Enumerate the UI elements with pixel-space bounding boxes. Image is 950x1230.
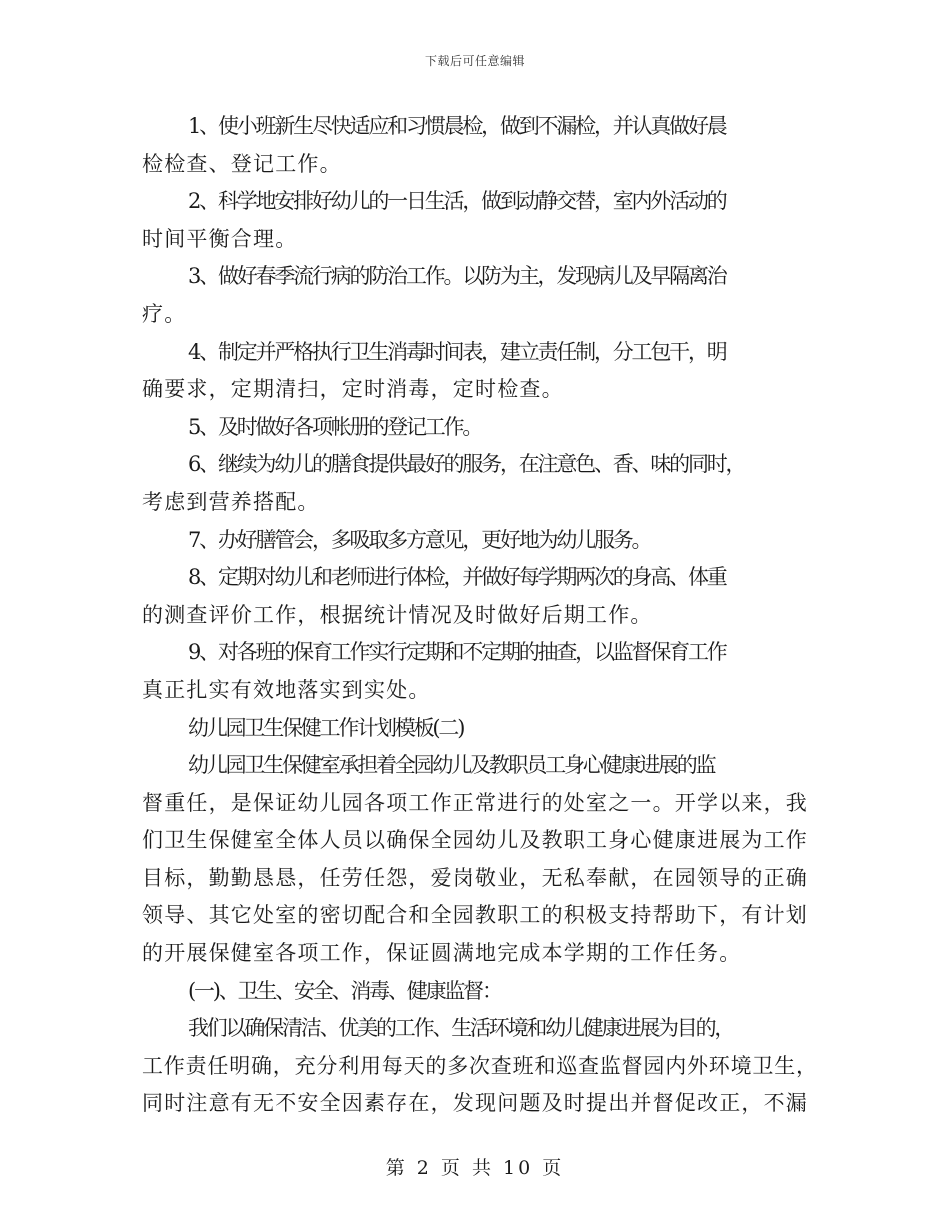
text-line: 督重任，是保证幼儿园各项工作正常进行的处室之一。开学以来，我 (142, 790, 808, 815)
text-line: 2、科学地安排好幼儿的一日生活，做到动静交替，室内外活动的 (188, 189, 726, 214)
document-body (142, 108, 816, 1123)
text-line: 领导、其它处室的密切配合和全园教职工的积极支持帮助下，有计划 (142, 903, 808, 928)
text-line: 幼儿园卫生保健工作计划模板(二) (188, 715, 464, 740)
text-line: 工作责任明确，充分利用每天的多次查班和巡查监督园内外环境卫生， (142, 1053, 818, 1078)
text-line: 的测查评价工作，根据统计情况及时做好后期工作。 (142, 602, 653, 627)
text-line: 们卫生保健室全体人员以确保全园幼儿及教职工身心健康进展为工作 (142, 828, 808, 853)
text-line: 目标，勤勤恳恳，任劳任怨，爱岗敬业，无私奉献，在园领导的正确 (142, 865, 808, 890)
text-line: 疗。 (142, 301, 187, 326)
page-header: 下载后可任意编辑 (424, 54, 525, 68)
text-line: 6、继续为幼儿的膳食提供最好的服务，在注意色、香、味的同时， (188, 452, 745, 477)
page-footer: 第 2 页 共 10 页 (385, 1157, 565, 1179)
text-line: 确要求，定期清扫，定时消毒，定时检查。 (142, 377, 564, 402)
text-line: 9、对各班的保育工作实行定期和不定期的抽查，以监督保育工作 (188, 640, 726, 665)
text-line: 考虑到营养搭配。 (142, 489, 320, 514)
text-line: 1、使小班新生尽快适应和习惯晨检，做到不漏检，并认真做好晨 (188, 114, 726, 138)
text-line: 检检查、登记工作。 (142, 151, 342, 176)
text-line: 7、办好膳管会，多吸取多方意见，更好地为幼儿服务。 (188, 527, 651, 552)
text-line: 同时注意有无不安全因素存在，发现问题及时提出并督促改正，不漏 (142, 1091, 808, 1116)
text-line: 3、做好春季流行病的防治工作。以防为主，发现病儿及早隔离治 (188, 264, 726, 289)
text-line: (一)、卫生、安全、消毒、健康监督： (188, 978, 501, 1003)
text-line: 我们以确保清洁、优美的工作、生活环境和幼儿健康进展为目的， (188, 1016, 734, 1041)
text-line: 时间平衡合理。 (142, 226, 298, 251)
text-line: 真正扎实有效地落实到实处。 (142, 677, 431, 702)
text-line: 的开展保健室各项工作，保证圆满地完成本学期的工作任务。 (142, 941, 742, 966)
text-line: 8、定期对幼儿和老师进行体检，并做好每学期两次的身高、体重 (188, 565, 726, 590)
text-line: 幼儿园卫生保健室承担着全园幼儿及教职员工身心健康进展的监 (188, 753, 715, 778)
text-line: 4、制定并严格执行卫生消毒时间表，建立责任制，分工包干，明 (188, 339, 726, 364)
text-line: 5、及时做好各项帐册的登记工作。 (188, 414, 482, 439)
